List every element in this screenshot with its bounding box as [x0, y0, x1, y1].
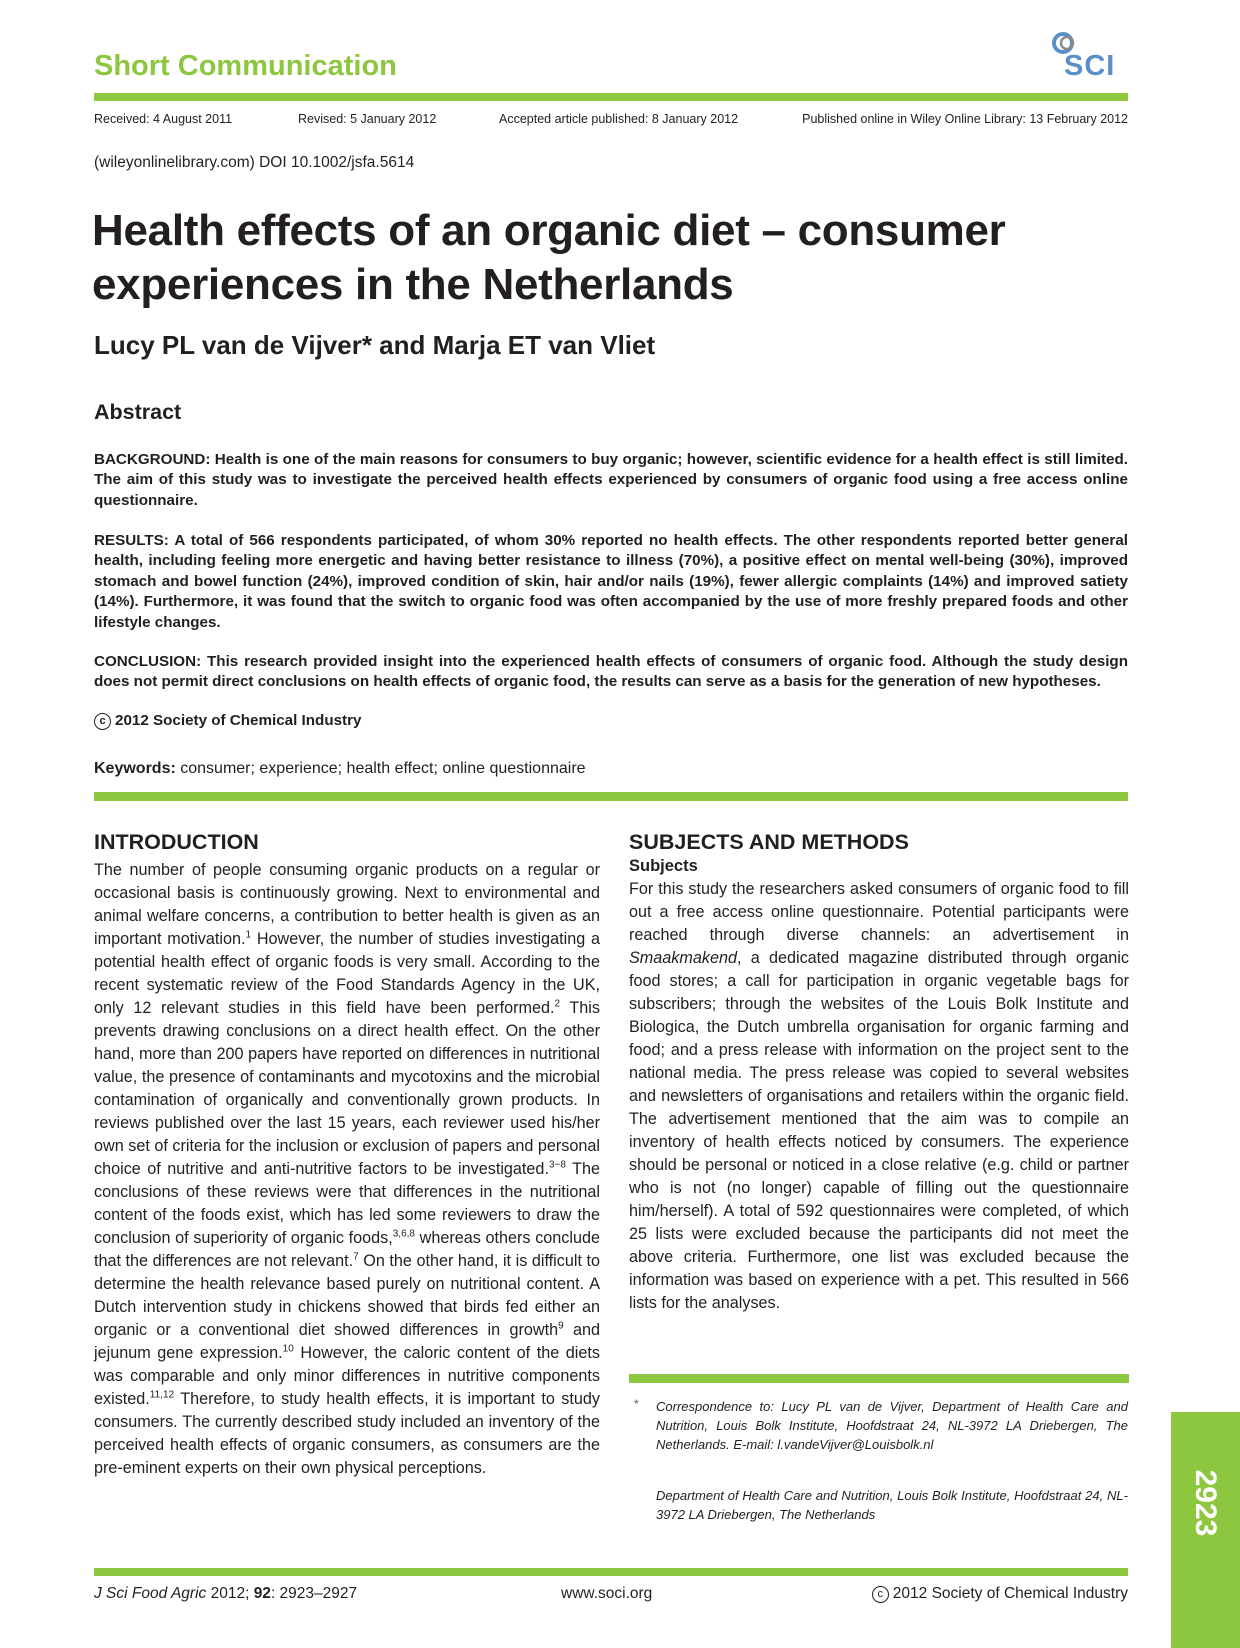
doi[interactable]: (wileyonlinelibrary.com) DOI 10.1002/jsfa.5614: [94, 154, 415, 171]
sci-logo: [1050, 30, 1130, 80]
ref-7[interactable]: 7: [353, 1251, 359, 1263]
magazine-name: Smaakmakend: [629, 949, 737, 967]
ref-3-8[interactable]: 3−8: [548, 1159, 566, 1171]
introduction-heading: INTRODUCTION: [94, 830, 259, 854]
abstract-copyright-text: 2012 Society of Chemical Industry: [115, 712, 362, 729]
journal-volume: 92: [253, 1585, 271, 1602]
correspondence-footnote: [634, 1397, 1128, 1454]
copyright-icon: c: [94, 713, 111, 730]
methods-body: [629, 878, 1129, 1315]
title-line-2: experiences in the Netherlands: [92, 260, 734, 309]
received-date: Received: 4 August 2011: [94, 112, 233, 126]
keywords-list: consumer; experience; health effect; online questionnaire: [180, 760, 586, 777]
ref-2[interactable]: 2: [554, 998, 561, 1010]
section-label: Short Communication: [94, 50, 397, 82]
ref-10[interactable]: 10: [282, 1343, 294, 1355]
footer-rule: [94, 1568, 1128, 1576]
journal-name: J Sci Food Agric: [94, 1585, 207, 1602]
ref-1[interactable]: 1: [245, 929, 252, 941]
introduction-section: [94, 830, 600, 1480]
footer-copyright-icon: c: [872, 1586, 889, 1603]
journal-citation: [94, 1585, 357, 1603]
abstract-results: RESULTS: A total of 566 respondents participated, of whom 30% reported no health effects. The other respondents reported better general health, including feeling more energetic and having better resistance to illness (70%), a positive effect on mental well-being (30%), improved stomach and bowel function (24%), improved condition of skin, hair and/or nails (19%), fewer allergic complaints (14%) and improved satiety (14%). Furthermore, it was found that the switch to organic food was often accompanied by the use of more freshly prepared foods and other lifestyle changes.: [94, 532, 1128, 631]
footnote-marker: *: [634, 1397, 639, 1411]
ref-3-6-8[interactable]: 3,6,8: [392, 1228, 415, 1240]
authors: Lucy PL van de Vijver* and Marja ET van Vliet: [94, 330, 656, 360]
article-title: [92, 204, 1005, 312]
abstract-heading: Abstract: [94, 400, 182, 424]
methods-text-1: For this study the researchers asked consumers of organic food to fill out a free access online questionnaire. Potential participants were reached through diverse channels: an advertisement in: [629, 880, 1129, 944]
abstract-conclusion: CONCLUSION: This research provided insight into the experienced health effects of consumers of organic food. Although the study design does not permit direct conclusions on health effects of organic food, the results can serve as a basis for the generation of new hypotheses.: [94, 653, 1128, 691]
abstract-background: BACKGROUND: Health is one of the main reasons for consumers to buy organic; however, scientific evidence for a health effect is still limited. The aim of this study was to investigate the perceived health effects experienced by consumers of organic food using a free access online questionnaire.: [94, 451, 1128, 509]
revised-date: Revised: 5 January 2012: [298, 112, 437, 126]
ref-11-12[interactable]: 11,12: [149, 1389, 175, 1401]
intro-text-4: The conclusions of these reviews were that differences in the nutritional content of the foods exist, which has led some reviewers to draw the conclusion of superiority of organic foods,: [94, 1160, 600, 1247]
correspondence-text: Correspondence to: Lucy PL van de Vijver, Department of Health Care and Nutrition, Louis Bolk Institute, Hoofdstraat 24, NL-3972 LA Driebergen, The Netherlands. E-mail: l.vandeVijver@Louisbolk.nl: [656, 1399, 1128, 1452]
sci-logo-text: SCI: [1064, 50, 1116, 82]
keywords-label: Keywords:: [94, 760, 176, 777]
introduction-body: [94, 859, 600, 1480]
ref-9[interactable]: 9: [558, 1320, 564, 1332]
journal-pages: : 2923–2927: [270, 1585, 358, 1602]
subjects-subheading: Subjects: [629, 857, 698, 875]
methods-heading: SUBJECTS AND METHODS: [629, 830, 909, 854]
methods-section: [629, 830, 1129, 1315]
intro-text-7: and jejunum gene expression.: [94, 1321, 600, 1362]
abstract-copyright: [94, 712, 361, 730]
accepted-date: Accepted article published: 8 January 2012: [499, 112, 739, 126]
keywords: [94, 760, 586, 778]
page-number-tab: [1171, 1412, 1240, 1648]
page-number: 2923: [1189, 1469, 1222, 1537]
footnote-rule: [629, 1374, 1129, 1383]
published-date: Published online in Wiley Online Library: 13 February 2012: [802, 112, 1128, 126]
title-line-1: Health effects of an organic diet – consumer: [92, 206, 1006, 255]
intro-text-9: Therefore, to study health effects, it is important to study consumers. The currently described study included an inventory of the perceived health effects of organic consumers, as consumers are the pre-eminent experts on their own physical perceptions.: [94, 1390, 600, 1477]
footer-copyright-text: 2012 Society of Chemical Industry: [892, 1585, 1128, 1602]
intro-text-6: On the other hand, it is difficult to determine the health relevance based purely on nutritional content. A Dutch intervention study in chickens showed that birds fed either an organic or a conventional diet showed differences in growth: [94, 1252, 600, 1339]
intro-text-3: This prevents drawing conclusions on a direct health effect. On the other hand, more than 200 papers have reported on differences in nutritional value, the presence of contaminants and mycotoxins and the microbial contamination of organically and conventionally grown products. In reviews published over the last 15 years, each reviewer used his/her own set of criteria for the inclusion or exclusion of papers and personal choice of nutritive and anti-nutritive factors to be investigated.: [94, 999, 600, 1178]
footer-copyright: [872, 1585, 1128, 1603]
header-rule: [94, 93, 1128, 101]
affiliation-footnote: Department of Health Care and Nutrition, Louis Bolk Institute, Hoofdstraat 24, NL-3972 LA Driebergen, The Netherlands: [656, 1488, 1128, 1522]
intro-text-2: However, the number of studies investigating a potential health effect of organic foods is very small. According to the recent systematic review of the Food Standards Agency in the UK, only 12 relevant studies in this field have been performed.: [94, 930, 600, 1017]
methods-text-2: , a dedicated magazine distributed through organic food stores; a call for participation in organic vegetable bags for subscribers; through the websites of the Louis Bolk Institute and Biologica, the Dutch umbrella organisation for organic farming and food; and a press release with information on the project sent to the national media. The press release was copied to several websites and newsletters of organisations and retailers within the organic field. The advertisement mentioned that the aim was to compile an inventory of health effects noticed by consumers. The experience should be personal or noticed in a close relative (e.g. child or partner who is not (no longer) capable of filling out the questionnaire him/herself). A total of 592 questionnaires were completed, of which 25 lists were excluded because the participants did not meet the above criteria. Furthermore, one list was excluded because the information was based on experience with a pet. This resulted in 566 lists for the analyses.: [629, 949, 1129, 1312]
footer-website[interactable]: www.soci.org: [561, 1585, 653, 1602]
intro-text-5: whereas others conclude that the differences are not relevant.: [94, 1229, 600, 1270]
journal-year: 2012;: [206, 1585, 254, 1602]
intro-text-1: The number of people consuming organic products on a regular or occasional basis is continuously growing. Next to environmental and animal welfare concerns, a contribution to better health is given as an important motivation.: [94, 861, 600, 948]
abstract-rule: [94, 792, 1128, 801]
intro-text-8: However, the caloric content of the diets was comparable and only minor differences in nutritive components existed.: [94, 1344, 600, 1408]
